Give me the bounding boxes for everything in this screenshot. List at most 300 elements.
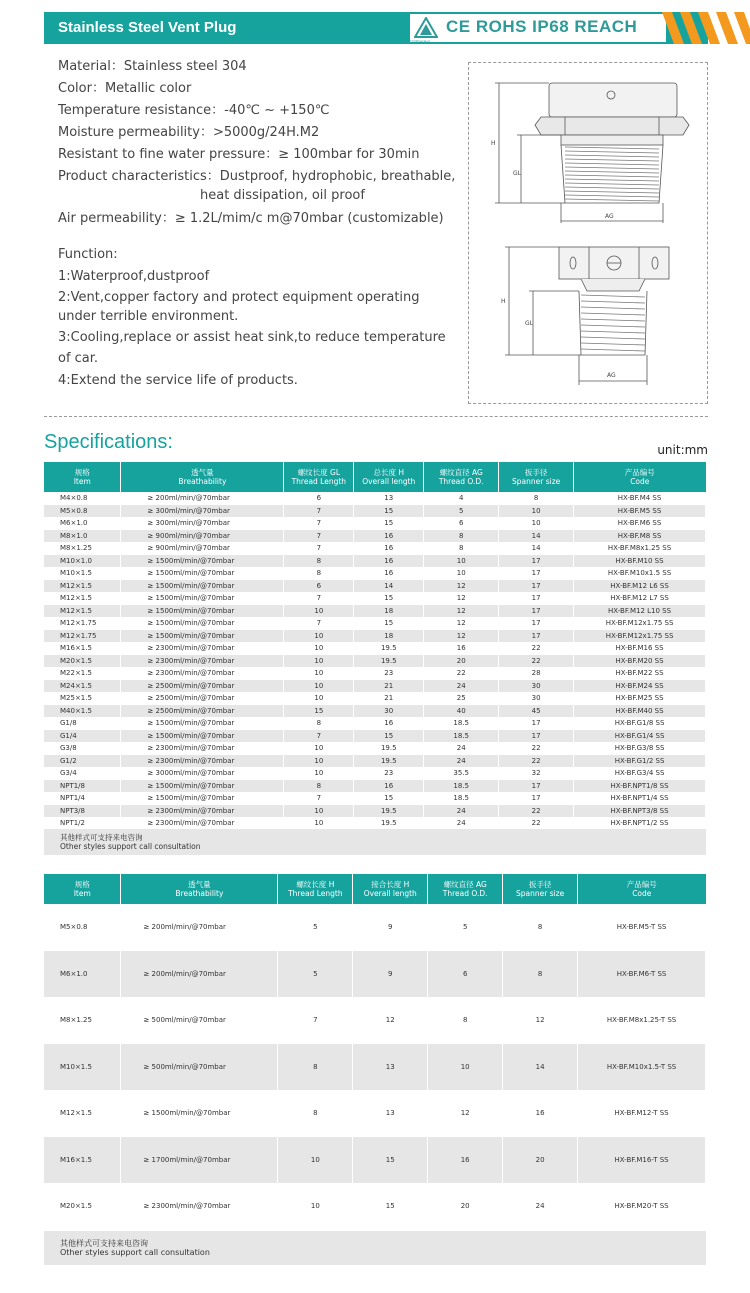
table-cell: 18.5 [424, 780, 499, 793]
table-cell: HX-BF.M12x1.75 SS [574, 617, 706, 630]
table-cell: ≥ 1500ml/min/@70mbar [121, 780, 284, 793]
table-cell: HX-BF.M20 SS [574, 655, 706, 668]
table-cell: ≥ 200ml/min/@70mbar [121, 492, 284, 505]
prop-color: Color：Metallic color [58, 81, 192, 96]
table-row [44, 717, 706, 730]
table-cell: 17 [499, 605, 574, 618]
table-cell: ≥ 2300ml/min/@70mbar [121, 1183, 278, 1230]
table-cell: ≥ 1500ml/min/@70mbar [121, 730, 284, 743]
table-cell: HX-BF.M12 L10 SS [574, 605, 706, 618]
table-cell: 14 [499, 542, 574, 555]
table-cell: 7 [284, 542, 354, 555]
table-cell: 7 [284, 792, 354, 805]
table-cell: 19.5 [354, 742, 424, 755]
table-cell: 16 [354, 530, 424, 543]
tuv-logo-icon [414, 17, 438, 39]
col-header-item: 规格 Item [44, 874, 121, 904]
note-chinese: 其他样式可支持来电咨询 [60, 833, 143, 842]
table-cell: HX-BF.G3/4 SS [574, 767, 706, 780]
table-cell: 7 [278, 997, 353, 1044]
table-cell: G3/4 [44, 767, 121, 780]
table-cell: 15 [354, 730, 424, 743]
table-cell: ≥ 1500ml/min/@70mbar [121, 717, 284, 730]
table-cell: ≥ 2300ml/min/@70mbar [121, 817, 284, 830]
table-cell: M10×1.5 [44, 567, 121, 580]
table-cell: HX-BF.G1/4 SS [574, 730, 706, 743]
table-cell: 30 [354, 705, 424, 718]
table-cell: ≥ 1500ml/min/@70mbar [121, 567, 284, 580]
table-cell: 24 [424, 755, 499, 768]
spec-table-standard [44, 462, 706, 830]
table-cell: 10 [284, 655, 354, 668]
table-cell: HX-BF.G1/2 SS [574, 755, 706, 768]
table-cell: HX-BF.G3/8 SS [574, 742, 706, 755]
table-cell: 10 [284, 605, 354, 618]
table-row [44, 592, 706, 605]
table-cell: M6×1.0 [44, 517, 121, 530]
table-cell: 10 [284, 817, 354, 830]
technical-drawing [468, 62, 708, 404]
table-cell: 17 [499, 730, 574, 743]
table-cell: HX-BF.M24 SS [574, 680, 706, 693]
table-cell: 18.5 [424, 717, 499, 730]
table-cell: 15 [354, 592, 424, 605]
table-note [44, 829, 706, 855]
table-cell: 16 [354, 542, 424, 555]
table-row [44, 642, 706, 655]
table-cell: ≥ 1500ml/min/@70mbar [121, 592, 284, 605]
table-cell: 7 [284, 517, 354, 530]
table-cell: 7 [284, 505, 354, 518]
prop-material: Material：Stainless steel 304 [58, 59, 247, 74]
table-cell: 10 [284, 642, 354, 655]
table-cell: 17 [499, 630, 574, 643]
table-row [44, 1090, 706, 1137]
table-cell: ≥ 1700ml/min/@70mbar [121, 1137, 278, 1184]
table-row [44, 630, 706, 643]
table-cell: 10 [428, 1044, 503, 1091]
function-item: 4:Extend the service life of products. [58, 373, 298, 388]
table-cell: M4×0.8 [44, 492, 121, 505]
table-row [44, 1044, 706, 1091]
table-row [44, 555, 706, 568]
table-cell: HX-BF.M8x1.25 SS [574, 542, 706, 555]
col-header-breathability: 透气量 Breathability [121, 462, 284, 492]
table-cell: ≥ 900ml/min/@70mbar [121, 542, 284, 555]
table-row [44, 692, 706, 705]
table-cell: ≥ 1500ml/min/@70mbar [121, 605, 284, 618]
table-cell: 8 [428, 997, 503, 1044]
table-cell: ≥ 1500ml/min/@70mbar [121, 555, 284, 568]
certification-strip [410, 14, 666, 42]
section-divider [44, 416, 708, 417]
col-header-code: 产品编号 Code [574, 462, 706, 492]
table-cell: ≥ 900ml/min/@70mbar [121, 530, 284, 543]
table-cell: 8 [284, 717, 354, 730]
table-cell: HX-BF.M40 SS [574, 705, 706, 718]
table-cell: 17 [499, 717, 574, 730]
table-cell: M25×1.5 [44, 692, 121, 705]
table-cell: 10 [278, 1137, 353, 1184]
table-cell: M12×1.5 [44, 605, 121, 618]
table-cell: HX-BF.M6 SS [574, 517, 706, 530]
function-item: 1:Waterproof,dustproof [58, 269, 210, 284]
table-cell: 7 [284, 617, 354, 630]
table-cell: 15 [284, 705, 354, 718]
table-cell: 16 [354, 717, 424, 730]
table-row [44, 951, 706, 998]
table-cell: M10×1.5 [44, 1044, 121, 1091]
table-cell: 5 [424, 505, 499, 518]
table-cell: 6 [284, 580, 354, 593]
table-row [44, 530, 706, 543]
dim-label-ag: AG [607, 372, 616, 379]
table-cell: M12×1.5 [44, 580, 121, 593]
table-cell: HX-BF.M20-T SS [578, 1183, 706, 1230]
prop-moisture: Moisture permeability：>5000g/24H.M2 [58, 125, 320, 140]
table-cell: 10 [284, 767, 354, 780]
table-cell: 12 [353, 997, 428, 1044]
table-cell: ≥ 1500ml/min/@70mbar [121, 1090, 278, 1137]
table-cell: 24 [503, 1183, 578, 1230]
table-cell: HX-BF.NPT3/8 SS [574, 805, 706, 818]
table-cell: 15 [354, 505, 424, 518]
table-cell: 8 [503, 951, 578, 998]
table-cell: ≥ 3000ml/min/@70mbar [121, 767, 284, 780]
table-cell: 16 [354, 567, 424, 580]
note-english: Other styles support call consultation [60, 1248, 210, 1257]
table-cell: ≥ 1500ml/min/@70mbar [121, 630, 284, 643]
table-cell: ≥ 2300ml/min/@70mbar [121, 742, 284, 755]
table-cell: HX-BF.M12 L6 SS [574, 580, 706, 593]
table-cell: 13 [354, 492, 424, 505]
table-cell: 17 [499, 555, 574, 568]
table-cell: HX-BF.M4 SS [574, 492, 706, 505]
table-cell: 22 [499, 817, 574, 830]
table-cell: HX-BF.M12-T SS [578, 1090, 706, 1137]
table-cell: 8 [424, 542, 499, 555]
table-cell: 6 [424, 517, 499, 530]
table-cell: ≥ 200ml/min/@70mbar [121, 951, 278, 998]
col-header-thread-length: 螺纹长度 GL Thread Length [284, 462, 354, 492]
prop-characteristics: Product characteristics：Dustproof, hydrophobic, breathable, [58, 169, 456, 184]
table-cell: 16 [354, 555, 424, 568]
table-cell: 12 [424, 605, 499, 618]
table-cell: HX-BF.M25 SS [574, 692, 706, 705]
table-cell: 7 [284, 530, 354, 543]
table-cell: ≥ 500ml/min/@70mbar [121, 1044, 278, 1091]
table-cell: HX-BF.M10x1.5 SS [574, 567, 706, 580]
table-cell: M12×1.75 [44, 617, 121, 630]
table-cell: 24 [424, 742, 499, 755]
cert-labels: CE ROHS IP68 REACH [446, 17, 638, 36]
table-row [44, 542, 706, 555]
table-cell: ≥ 1500ml/min/@70mbar [121, 792, 284, 805]
dim-label-h: H [491, 140, 496, 147]
table-cell: 10 [278, 1183, 353, 1230]
table-row [44, 667, 706, 680]
table-cell: 9 [353, 904, 428, 951]
table-cell: 15 [354, 617, 424, 630]
function-item: 3:Cooling,replace or assist heat sink,to reduce temperature of car. [58, 330, 446, 366]
table-cell: ≥ 2300ml/min/@70mbar [121, 655, 284, 668]
table-cell: 13 [353, 1044, 428, 1091]
table-row [44, 655, 706, 668]
table-cell: ≥ 2500ml/min/@70mbar [121, 680, 284, 693]
table-cell: M20×1.5 [44, 655, 121, 668]
table-cell: 8 [278, 1090, 353, 1137]
table-cell: 10 [284, 692, 354, 705]
table-cell: 17 [499, 617, 574, 630]
table-cell: ≥ 500ml/min/@70mbar [121, 997, 278, 1044]
table-cell: M16×1.5 [44, 642, 121, 655]
table-cell: M8×1.25 [44, 542, 121, 555]
table-cell: 10 [424, 555, 499, 568]
table-cell: 24 [424, 817, 499, 830]
table-cell: ≥ 300ml/min/@70mbar [121, 517, 284, 530]
tuv-logo-caption [410, 38, 444, 43]
prop-air-permeability: Air permeability：≥ 1.2L/mim/c m@70mbar (customizable) [58, 211, 444, 226]
table-cell: 19.5 [354, 755, 424, 768]
table-cell: ≥ 1500ml/min/@70mbar [121, 617, 284, 630]
table-cell: 21 [354, 692, 424, 705]
table-cell: 22 [499, 742, 574, 755]
table-cell: 8 [284, 555, 354, 568]
table-cell: M24×1.5 [44, 680, 121, 693]
table-cell: 40 [424, 705, 499, 718]
table-cell: 8 [278, 1044, 353, 1091]
vent-plug-diagram [469, 63, 707, 403]
table-cell: 15 [353, 1183, 428, 1230]
prop-water-pressure: Resistant to fine water pressure：≥ 100mbar for 30min [58, 147, 420, 162]
table-cell: 8 [503, 904, 578, 951]
table-cell: 20 [424, 655, 499, 668]
note-english: Other styles support call consultation [60, 842, 201, 851]
table-cell: M20×1.5 [44, 1183, 121, 1230]
page-title: Stainless Steel Vent Plug [58, 19, 237, 36]
table-cell: 6 [284, 492, 354, 505]
table-row [44, 780, 706, 793]
table-cell: 28 [499, 667, 574, 680]
table-cell: 10 [499, 517, 574, 530]
table-cell: 8 [284, 567, 354, 580]
table-cell: HX-BF.G1/8 SS [574, 717, 706, 730]
table-cell: 18 [354, 630, 424, 643]
table-cell: HX-BF.M5 SS [574, 505, 706, 518]
table-cell: 12 [424, 617, 499, 630]
col-header-spanner-size: 扳手径 Spanner size [503, 874, 578, 904]
col-header-code: 产品编号 Code [578, 874, 706, 904]
table-cell: 19.5 [354, 642, 424, 655]
table-cell: 17 [499, 792, 574, 805]
table-cell: HX-BF.M5-T SS [578, 904, 706, 951]
table-cell: 15 [354, 792, 424, 805]
table-row [44, 517, 706, 530]
function-section [58, 244, 458, 391]
table-cell: 18.5 [424, 730, 499, 743]
col-header-breathability: 透气量 Breathability [121, 874, 278, 904]
dim-label-h: H [501, 298, 506, 305]
table-cell: ≥ 2300ml/min/@70mbar [121, 755, 284, 768]
dim-label-gl: GL [513, 170, 521, 177]
table-cell: M10×1.0 [44, 555, 121, 568]
table-cell: HX-BF.M10x1.5-T SS [578, 1044, 706, 1091]
table-cell: HX-BF.NPT1/2 SS [574, 817, 706, 830]
table-cell: 10 [284, 680, 354, 693]
col-header-item: 规格 Item [44, 462, 121, 492]
table-row [44, 580, 706, 593]
table-cell: 25 [424, 692, 499, 705]
table-cell: 15 [353, 1137, 428, 1184]
table-cell: G3/8 [44, 742, 121, 755]
table-row [44, 705, 706, 718]
table-row [44, 730, 706, 743]
unit-label: unit:mm [657, 443, 708, 457]
table-cell: 7 [284, 730, 354, 743]
table-note [44, 1231, 706, 1265]
col-header-thread-od: 螺纹直径 AG Thread O.D. [424, 462, 499, 492]
table-cell: 30 [499, 680, 574, 693]
table-cell: 5 [278, 904, 353, 951]
table-cell: M12×1.75 [44, 630, 121, 643]
table-row [44, 997, 706, 1044]
table-cell: HX-BF.M22 SS [574, 667, 706, 680]
table-cell: 32 [499, 767, 574, 780]
table-cell: 22 [499, 655, 574, 668]
table-cell: HX-BF.M12 L7 SS [574, 592, 706, 605]
table-row [44, 817, 706, 830]
table-cell: HX-BF.M6-T SS [578, 951, 706, 998]
prop-temperature: Temperature resistance：-40℃ ~ +150℃ [58, 103, 330, 118]
table-cell: M12×1.5 [44, 592, 121, 605]
table-cell: 16 [428, 1137, 503, 1184]
table-cell: 13 [353, 1090, 428, 1137]
table-cell: 10 [284, 667, 354, 680]
table-cell: 10 [284, 630, 354, 643]
table-cell: 10 [499, 505, 574, 518]
table-cell: HX-BF.M16 SS [574, 642, 706, 655]
table-header-row [44, 874, 706, 904]
table-cell: NPT1/2 [44, 817, 121, 830]
prop-characteristics-cont: heat dissipation, oil proof [200, 188, 365, 203]
table-cell: M8×1.25 [44, 997, 121, 1044]
table-cell: G1/4 [44, 730, 121, 743]
table-cell: M16×1.5 [44, 1137, 121, 1184]
table-cell: 14 [354, 580, 424, 593]
table-cell: 17 [499, 580, 574, 593]
table-cell: 12 [428, 1090, 503, 1137]
table-cell: 23 [354, 767, 424, 780]
table-row [44, 1183, 706, 1230]
table-cell: 12 [424, 592, 499, 605]
table-cell: 12 [424, 580, 499, 593]
table-cell: 17 [499, 567, 574, 580]
col-header-spanner-size: 扳手径 Spanner size [499, 462, 574, 492]
table-cell: HX-BF.M16-T SS [578, 1137, 706, 1184]
svg-text:TÜVRheinland: TÜVRheinland [410, 39, 430, 43]
col-header-thread-length: 螺纹长度 H Thread Length [278, 874, 353, 904]
table-cell: 7 [284, 592, 354, 605]
table-cell: 18.5 [424, 792, 499, 805]
table-cell: M12×1.5 [44, 1090, 121, 1137]
table-cell: 16 [503, 1090, 578, 1137]
table-cell: HX-BF.NPT1/4 SS [574, 792, 706, 805]
table-cell: 16 [424, 642, 499, 655]
specifications-title: Specifications: [44, 431, 173, 453]
note-chinese: 其他样式可支持来电咨询 [60, 1239, 148, 1248]
table-row [44, 492, 706, 505]
table-cell: HX-BF.M10 SS [574, 555, 706, 568]
table-cell: ≥ 1500ml/min/@70mbar [121, 580, 284, 593]
decorative-stripes [662, 12, 750, 44]
table-cell: 17 [499, 780, 574, 793]
table-row [44, 567, 706, 580]
table-cell: 4 [424, 492, 499, 505]
table-cell: 5 [428, 904, 503, 951]
table-cell: 6 [428, 951, 503, 998]
table-cell: G1/8 [44, 717, 121, 730]
table-cell: 22 [424, 667, 499, 680]
table-cell: 15 [354, 517, 424, 530]
table-cell: 10 [284, 805, 354, 818]
table-row [44, 505, 706, 518]
table-cell: 22 [499, 805, 574, 818]
table-cell: ≥ 2300ml/min/@70mbar [121, 805, 284, 818]
table-cell: 23 [354, 667, 424, 680]
table-cell: 22 [499, 642, 574, 655]
table-cell: 30 [499, 692, 574, 705]
table-row [44, 617, 706, 630]
table-cell: 8 [424, 530, 499, 543]
table-cell: 14 [503, 1044, 578, 1091]
table-row [44, 904, 706, 951]
dim-label-ag: AG [605, 213, 614, 220]
function-item: 2:Vent,copper factory and protect equipment operating under terrible environment. [58, 290, 420, 324]
spec-table-t-type [44, 874, 706, 1230]
table-cell: 8 [284, 780, 354, 793]
table-cell: ≥ 2500ml/min/@70mbar [121, 705, 284, 718]
table-cell: ≥ 2500ml/min/@70mbar [121, 692, 284, 705]
table-cell: 45 [499, 705, 574, 718]
table-cell: HX-BF.M8 SS [574, 530, 706, 543]
table-cell: NPT1/4 [44, 792, 121, 805]
table-cell: 24 [424, 805, 499, 818]
table-cell: ≥ 2300ml/min/@70mbar [121, 642, 284, 655]
table-cell: M8×1.0 [44, 530, 121, 543]
col-header-overall-length: 总长度 H Overall length [354, 462, 424, 492]
table-cell: 17 [499, 592, 574, 605]
header-bar [44, 12, 708, 44]
table-row [44, 755, 706, 768]
table-cell: ≥ 300ml/min/@70mbar [121, 505, 284, 518]
table-cell: HX-BF.M12x1.75 SS [574, 630, 706, 643]
function-title: Function: [58, 247, 118, 262]
table-cell: 18 [354, 605, 424, 618]
table-cell: 20 [503, 1137, 578, 1184]
table-cell: 9 [353, 951, 428, 998]
col-header-overall-length: 接合长度 H Overall length [353, 874, 428, 904]
table-row [44, 680, 706, 693]
table-cell: ≥ 200ml/min/@70mbar [121, 904, 278, 951]
table-row [44, 1137, 706, 1184]
table-cell: HX-BF.M8x1.25-T SS [578, 997, 706, 1044]
table-cell: M40×1.5 [44, 705, 121, 718]
table-cell: M5×0.8 [44, 904, 121, 951]
table-cell: NPT1/8 [44, 780, 121, 793]
table-cell: HX-BF.NPT1/8 SS [574, 780, 706, 793]
table-cell: 19.5 [354, 817, 424, 830]
table-cell: M22×1.5 [44, 667, 121, 680]
